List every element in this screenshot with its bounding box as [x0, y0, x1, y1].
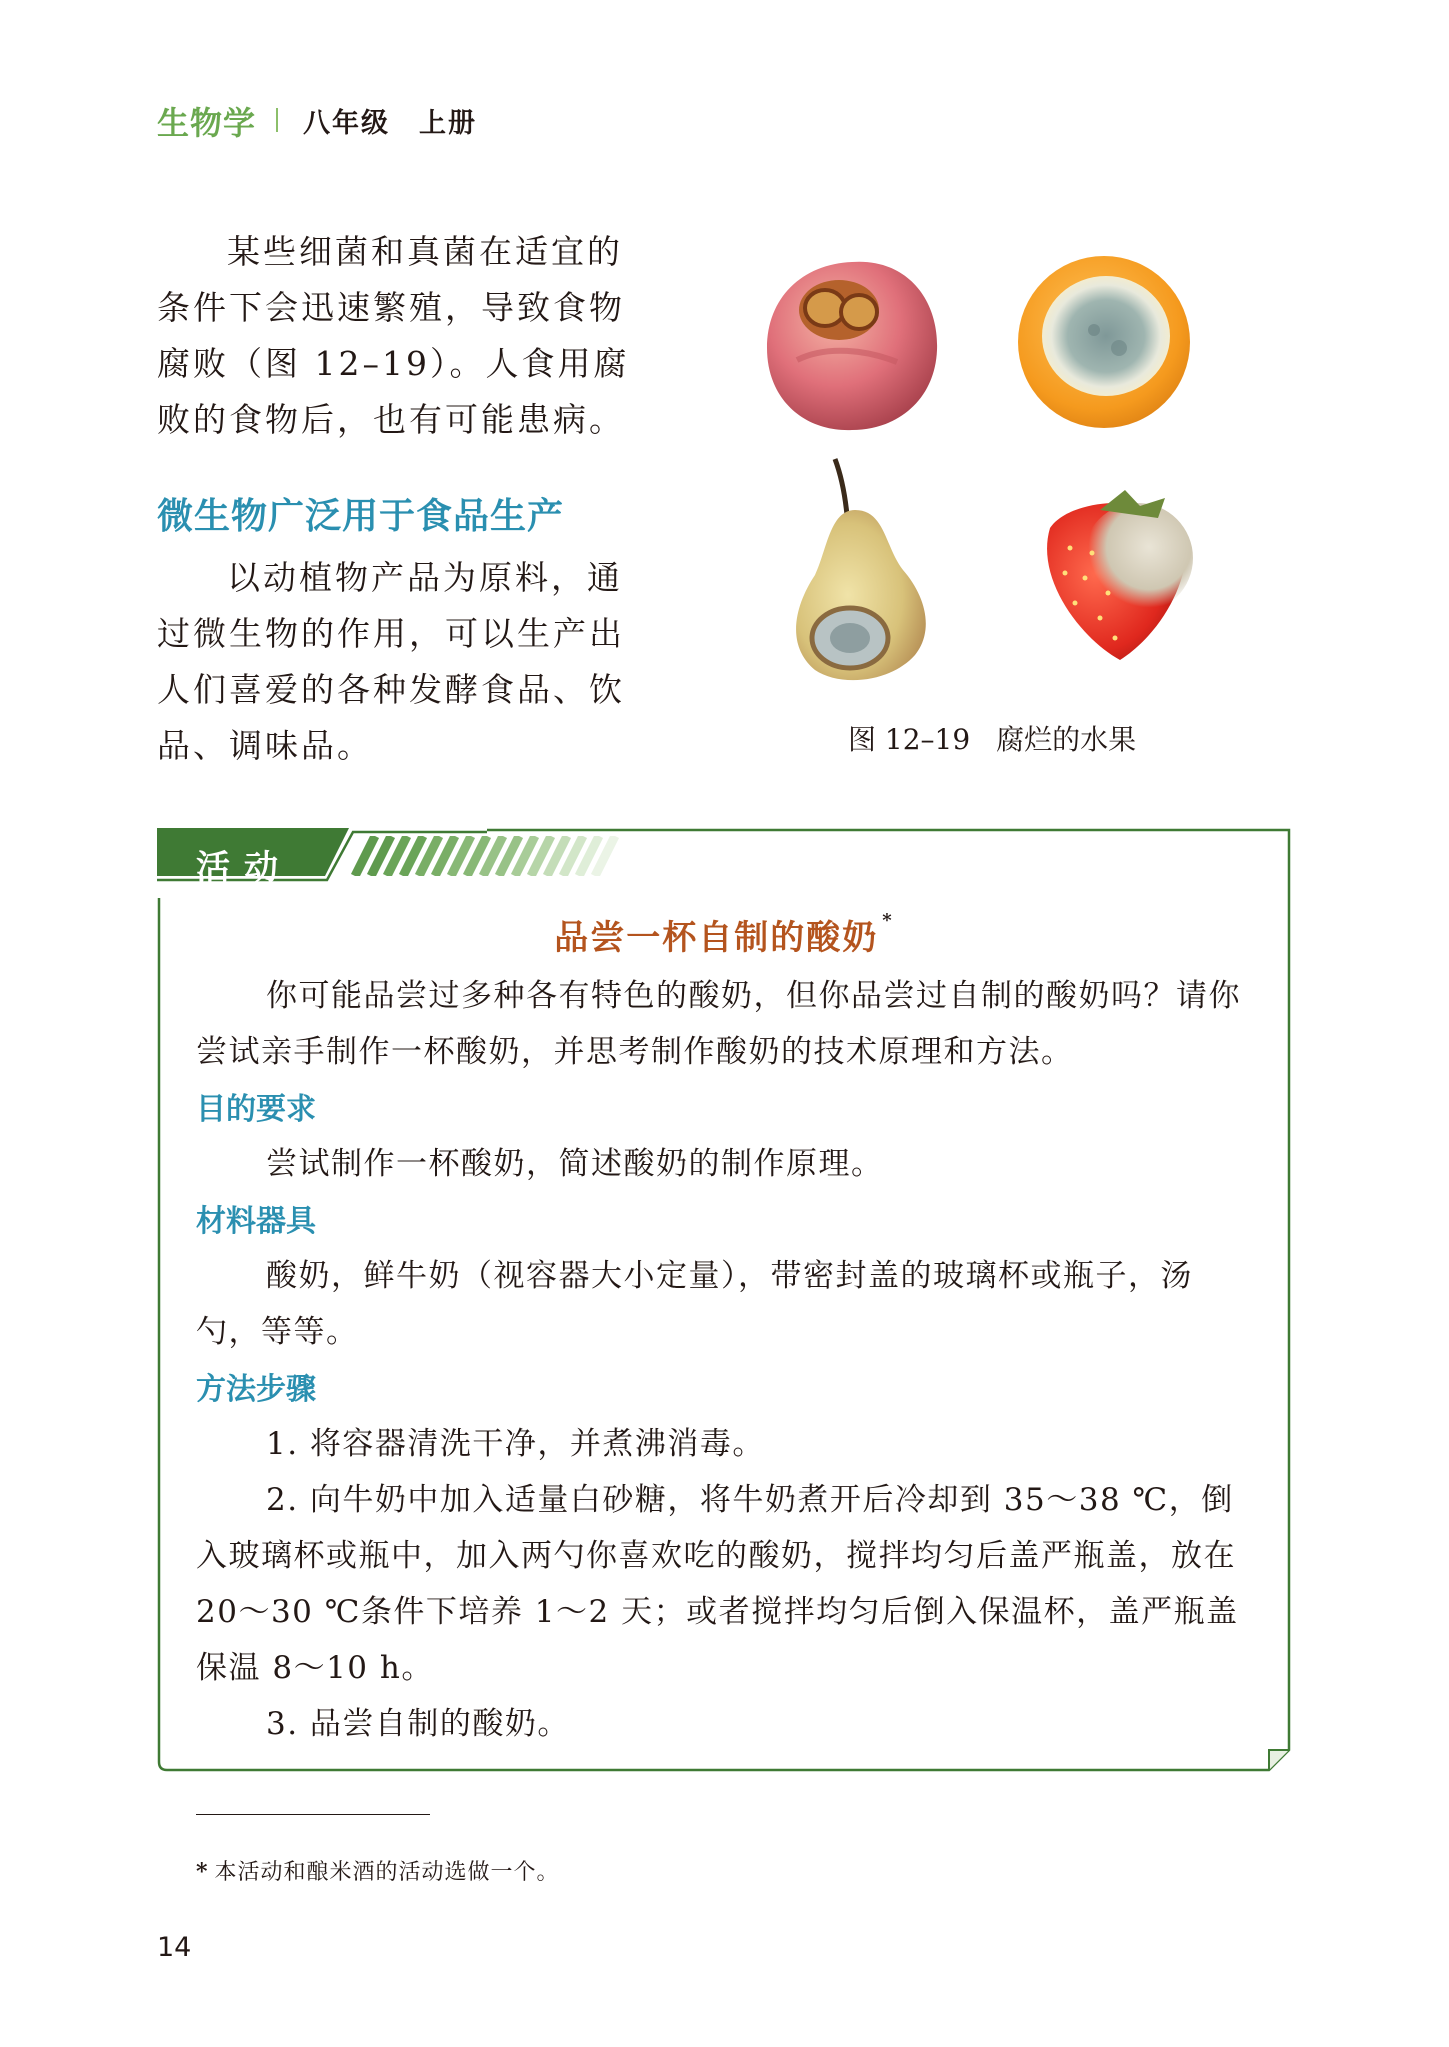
- step-1: 1. 将容器清洗干净，并煮沸消毒。: [266, 1426, 765, 1462]
- step-3: 3. 品尝自制的酸奶。: [266, 1706, 570, 1742]
- steps-heading: 方法步骤: [196, 1372, 316, 1407]
- materials-text: 酸奶，鲜牛奶（视容器大小定量），带密封盖的玻璃杯或瓶子，汤勺，等等。: [196, 1258, 1193, 1350]
- paragraph-text: 以动植物产品为原料，通过微生物的作用，可以生产出人们喜爱的各种发酵食品、饮品、调味品。: [157, 558, 625, 765]
- header-separator: [276, 108, 278, 132]
- step-2: 2. 向牛奶中加入适量白砂糖，将牛奶煮开后冷却到 35～38 ℃，倒入玻璃杯或瓶中，加入两勺你喜欢吃的酸奶，搅拌均匀后盖严瓶盖，放在 20～30 ℃条件下培养 1～2 天；或者搅拌均匀后倒入保温杯，盖严瓶盖保温 8～10 h。: [196, 1482, 1239, 1686]
- header-subject: 生物学: [157, 104, 257, 142]
- footnote-mark: *: [196, 1859, 209, 1885]
- goal-block: [196, 1136, 1256, 1192]
- materials-heading: 材料器具: [196, 1204, 316, 1239]
- footnote-text: 本活动和酿米酒的活动选做一个。: [214, 1860, 560, 1885]
- footnote-rule: [196, 1814, 430, 1815]
- activity-intro-text: 你可能品尝过多种各有特色的酸奶，但你品尝过自制的酸奶吗？请你尝试亲手制作一杯酸奶，并思考制作酸奶的技术原理和方法。: [196, 978, 1241, 1070]
- figure-number: 图 12–19: [848, 723, 971, 756]
- paragraph-food-spoilage: [157, 224, 647, 448]
- activity-title-text: 品尝一杯自制的酸奶: [554, 918, 879, 958]
- activity-intro: [196, 968, 1256, 1080]
- paragraph-text: 某些细菌和真菌在适宜的条件下会迅速繁殖，导致食物腐败（图 12–19）。人食用腐败的食物后，也有可能患病。: [157, 232, 630, 439]
- rotten-pear-image: [775, 455, 935, 685]
- activity-title: [157, 910, 1291, 959]
- rotten-strawberry-image: [1030, 488, 1195, 668]
- page-number: 14: [157, 1932, 192, 1963]
- paragraph-food-production: [157, 550, 647, 774]
- section-heading: 微生物广泛用于食品生产: [157, 496, 565, 537]
- activity-label: 活动: [196, 848, 292, 888]
- header-grade: 八年级 上册: [303, 108, 477, 139]
- rotten-orange-image: [1014, 250, 1194, 435]
- figure-caption-text: 腐烂的水果: [996, 723, 1137, 756]
- footnote-marker: *: [882, 910, 894, 931]
- materials-block: [196, 1248, 1256, 1360]
- figure-caption: [848, 718, 1136, 758]
- rotten-apple-image: [757, 250, 947, 440]
- goal-text: 尝试制作一杯酸奶，简述酸奶的制作原理。: [266, 1146, 884, 1182]
- goal-heading: 目的要求: [196, 1092, 316, 1127]
- footnote: [196, 1855, 560, 1886]
- steps-block: [196, 1416, 1256, 1752]
